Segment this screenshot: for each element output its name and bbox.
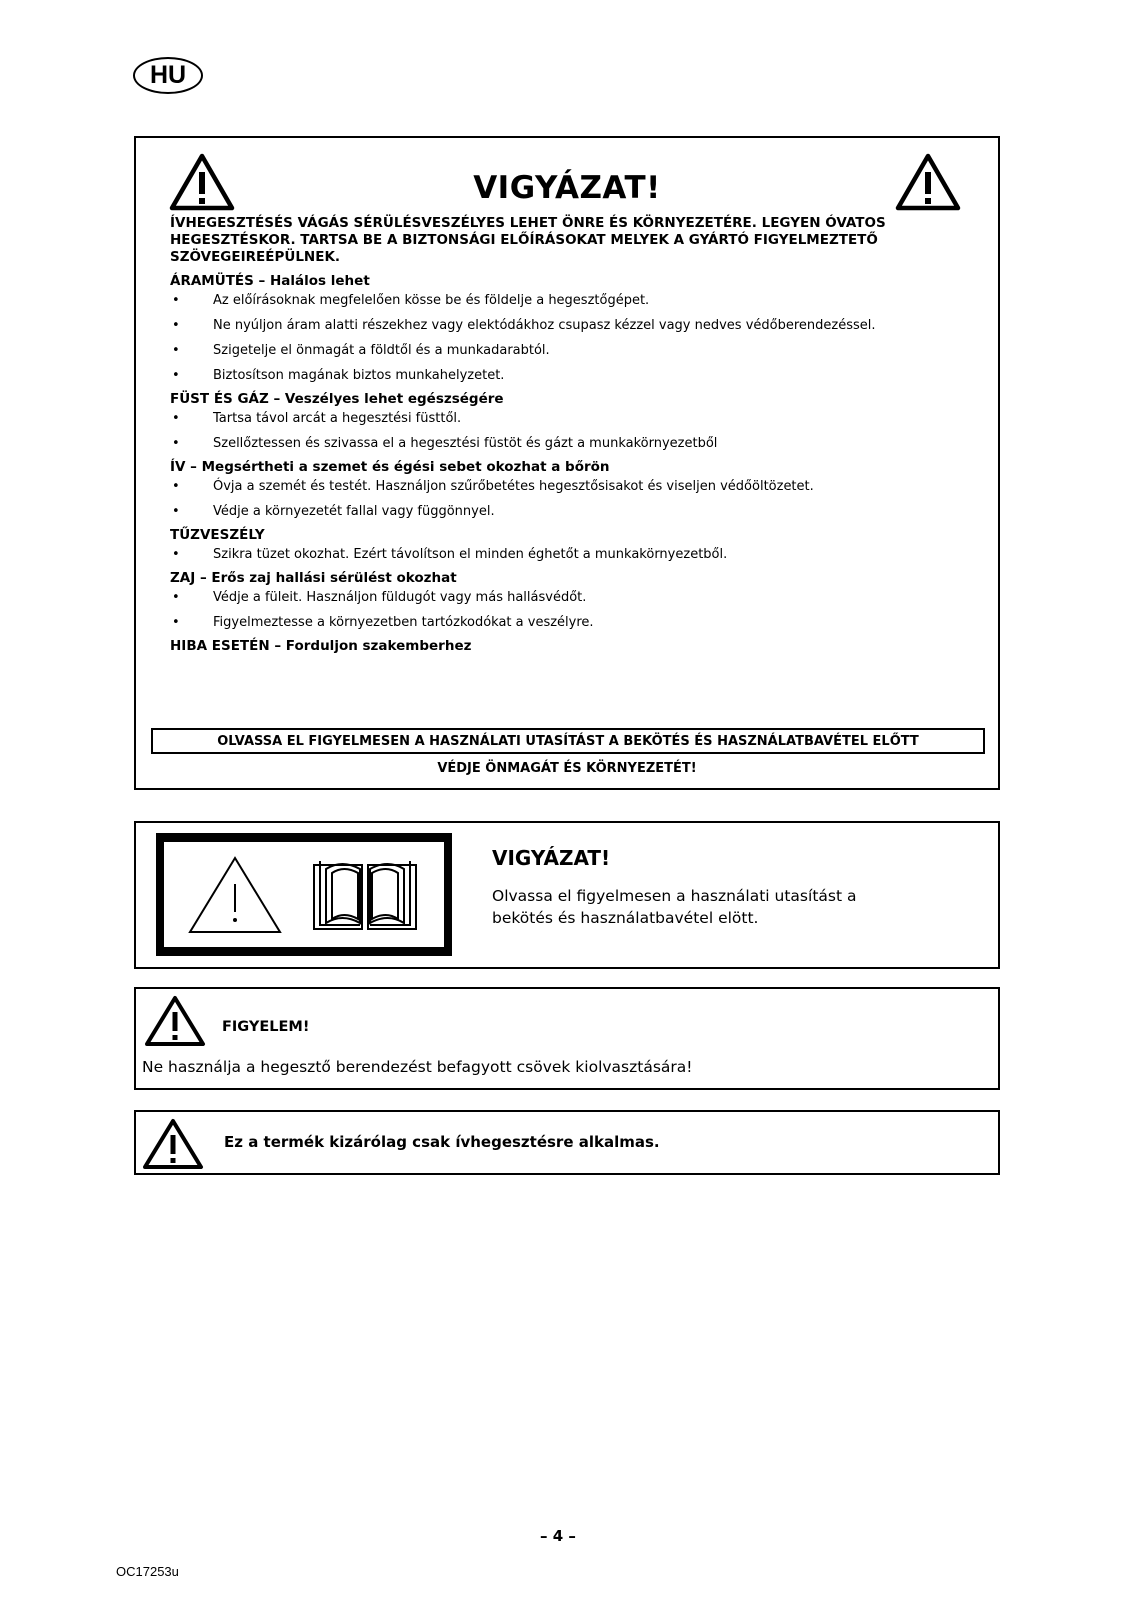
bullet-list xyxy=(170,589,978,631)
protect-notice: VÉDJE ÖNMAGÁT ÉS KÖRNYEZETÉT! xyxy=(437,761,697,776)
warning-triangle-icon xyxy=(144,995,206,1047)
read-manual-banner: OLVASSA EL FIGYELMESEN A HASZNÁLATI UTASÍTÁST A BEKÖTÉS ÉS HASZNÁLATBAVÉTEL ELŐTT xyxy=(151,728,985,754)
list-item: • Tartsa távol arcát a hegesztési füsttől. xyxy=(170,410,978,427)
bullet-list xyxy=(170,546,978,563)
list-item: • Figyelmeztesse a környezetben tartózkodókat a veszélyre. xyxy=(170,614,978,631)
list-item: • Szellőztessen és szivassa el a hegesztési füstöt és gázt a munkakörnyezetből xyxy=(170,435,978,452)
usage-note-text: Ez a termék kizárólag csak ívhegesztésre alkalmas. xyxy=(224,1133,660,1151)
list-item: • Az előírásoknak megfelelően kösse be és földelje a hegesztőgépet. xyxy=(170,292,978,309)
section-heading: HIBA ESETÉN – Forduljon szakemberhez xyxy=(170,638,472,654)
main-warning-box xyxy=(134,136,1000,790)
warning-triangle-icon xyxy=(186,854,284,936)
manual-warning-box xyxy=(134,821,1000,969)
list-item: • Óvja a szemét és testét. Használjon szűrőbetétes hegesztősisakot és viseljen védőöltözetet. xyxy=(170,478,978,495)
warning-triangle-icon xyxy=(142,1118,204,1170)
section-heading: ZAJ – Erős zaj hallási sérülést okozhat xyxy=(170,570,457,586)
warning-triangle-icon xyxy=(894,152,962,212)
bullet-list xyxy=(170,292,978,384)
warning-title: VIGYÁZAT! xyxy=(473,170,661,206)
warning-content xyxy=(170,215,978,657)
list-item: • Védje a füleit. Használjon füldugót vagy más hallásvédőt. xyxy=(170,589,978,606)
warning-pictogram xyxy=(156,833,452,956)
attention-box xyxy=(134,987,1000,1090)
list-item: • Szikra tüzet okozhat. Ezért távolítson el minden éghetőt a munkakörnyezetből. xyxy=(170,546,978,563)
document-code: OC17253u xyxy=(116,1564,179,1579)
list-item: • Védje a környezetét fallal vagy függönnyel. xyxy=(170,503,978,520)
list-item: • Szigetelje el önmagát a földtől és a munkadarabtól. xyxy=(170,342,978,359)
section-heading: ÍV – Megsértheti a szemet és égési sebet okozhat a bőrön xyxy=(170,459,610,475)
usage-note-box xyxy=(134,1110,1000,1175)
list-item: • Ne nyúljon áram alatti részekhez vagy elektódákhoz csupasz kézzel vagy nedves védőberendezéssel. xyxy=(170,317,978,334)
bullet-list xyxy=(170,478,978,520)
list-item: • Biztosítson magának biztos munkahelyzetet. xyxy=(170,367,978,384)
attention-text: Ne használja a hegesztő berendezést befagyott csövek kiolvasztására! xyxy=(142,1058,693,1076)
manual-warning-text: Olvassa el figyelmesen a használati utasítást a bekötés és használatbavétel elött. xyxy=(492,887,857,927)
manual-warning-title: VIGYÁZAT! xyxy=(492,846,611,870)
bullet-list xyxy=(170,410,978,452)
attention-title: FIGYELEM! xyxy=(222,1019,310,1035)
open-book-icon xyxy=(306,857,424,935)
section-heading: TŰZVESZÉLY xyxy=(170,527,265,543)
section-heading: ÁRAMÜTÉS – Halálos lehet xyxy=(170,273,370,289)
section-heading: FÜST ÉS GÁZ – Veszélyes lehet egészségére xyxy=(170,391,504,407)
page-number: – 4 – xyxy=(540,1527,576,1545)
language-badge: HU xyxy=(133,57,203,94)
warning-intro: ÍVHEGESZTÉSÉS VÁGÁS SÉRÜLÉSVESZÉLYES LEHET ÖNRE ÉS KÖRNYEZETÉRE. LEGYEN ÓVATOS HEGESZTÉSKOR. TARTSA BE A BIZTONSÁGI ELŐÍRÁSOKAT MELYEK A GYÁRTÓ FIGYELMEZTETŐ SZÖVEGEIREÉPÜLNEK. xyxy=(170,215,886,265)
